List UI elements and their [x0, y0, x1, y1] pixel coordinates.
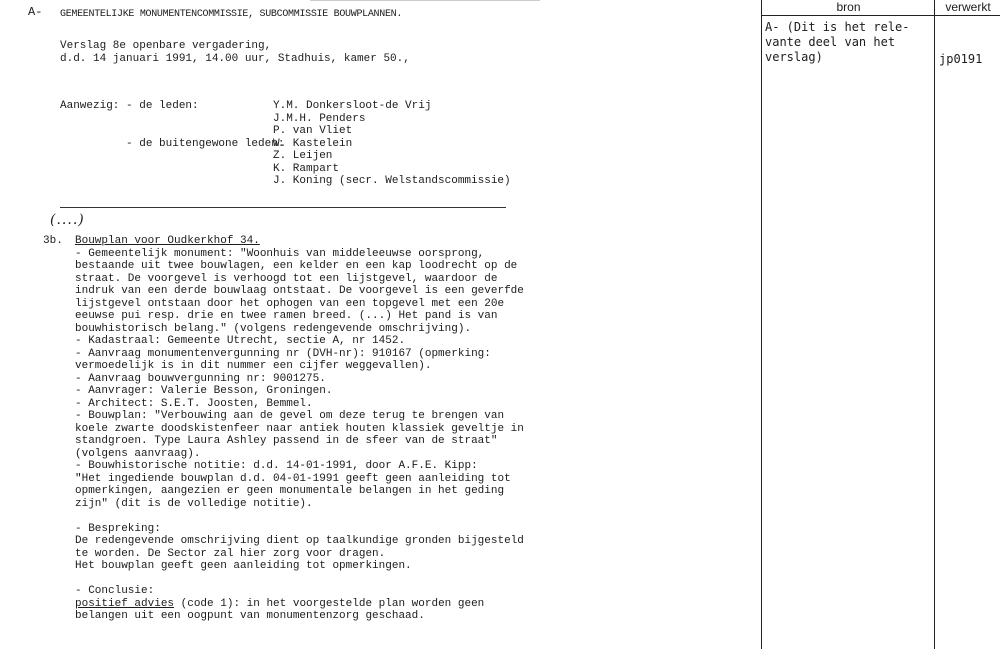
- bron-column: [761, 0, 935, 649]
- document-heading: GEMEENTELIJKE MONUMENTENCOMMISSIE, SUBCOMMISSIE BOUWPLANNEN.: [60, 9, 403, 20]
- advice-rest: (code 1): in het voorgestelde plan worden geen: [174, 597, 485, 610]
- attendance-names: Y.M. Donkersloot-de Vrij J.M.H. Penders P. van Vliet W. Kastelein Z. Leijen K. Rampart J. Koning (secr. Welstandscommissie): [273, 100, 511, 187]
- item-number: 3b.: [43, 235, 63, 247]
- scan-edge-line: [310, 0, 540, 1]
- report-line-2: d.d. 14 januari 1991, 14.00 uur, Stadhuis, kamer 50.,: [60, 52, 410, 65]
- item-title: Bouwplan voor Oudkerkhof 34.: [75, 235, 260, 247]
- attendance-labels: Aanwezig: - de leden: - de buitengewone leden:: [60, 100, 285, 150]
- bron-header: bron: [762, 0, 935, 16]
- report-line-1: Verslag 8e openbare vergadering,: [60, 40, 272, 52]
- page-mark: A-: [28, 5, 43, 19]
- divider-rule: [60, 207, 506, 208]
- verwerkt-text: jp0191: [939, 52, 983, 66]
- bron-text: A- (Dit is het rele- vante deel van het verslag): [765, 20, 910, 64]
- advice-label: positief advies: [75, 597, 175, 610]
- item-text: - Gemeentelijk monument: "Woonhuis van middeleeuwse oorsprong, bestaande uit twee bouwlagen, een kelder en een kap loodrecht op de straat. De voorgevel is verhoogd tot een lijstgevel, waardoor de indruk van een derde bouwlaag ontstaat. De voorgevel is een geverfde lijstgevel ontstaan door het ophogen van een topgevel met een 20e eeuwse pui resp. drie en twee ramen breed. (...) Het pand is van bouwhistorisch belang." (volgens redengevende omschrijving). - Kadastraal: Gemeente Utrecht, sectie A, nr 1452. - Aanvraag monumentenvergunning nr (DVH-nr): 910167 (opmerking: vermoedelijk is in dit nummer een cijfer weggevallen). - Aanvraag bouwvergunning nr: 9001275. - Aanvrager: Valerie Besson, Groningen. - Architect: S.E.T. Joosten, Bemmel. - Bouwplan: "Verbouwing aan de gevel om deze terug te brengen van koele zwarte doodskistenfeer naar antiek houten klassiek geveltje in standgroen. Type Laura Ashley passend in de sfeer van de straat" (volgens aanvraag). - Bouwhistorische notitie: d.d. 14-01-1991, door A.F.E. Kipp: "Het ingediende bouwplan d.d. 04-01-1991 geeft geen aanleiding tot opmerkingen, aangezien er geen monumentale belangen in het geding zijn" (dit is de volledige notitie). - Bespreking: De redengevende omschrijving dient op taalkundige gronden bijgesteld te worden. De Sector zal hier zorg voor dragen. Het bouwplan geeft geen aanleiding tot opmerkingen. - Conclusie:: [75, 247, 524, 597]
- report-info: [60, 40, 410, 65]
- item-body: [75, 248, 524, 623]
- verwerkt-column: [934, 0, 1000, 649]
- handwritten-ellipsis: (....): [50, 212, 85, 228]
- advice-last: belangen uit een oogpunt van monumentenzorg geschaad.: [75, 610, 425, 622]
- verwerkt-header: verwerkt: [935, 0, 1000, 16]
